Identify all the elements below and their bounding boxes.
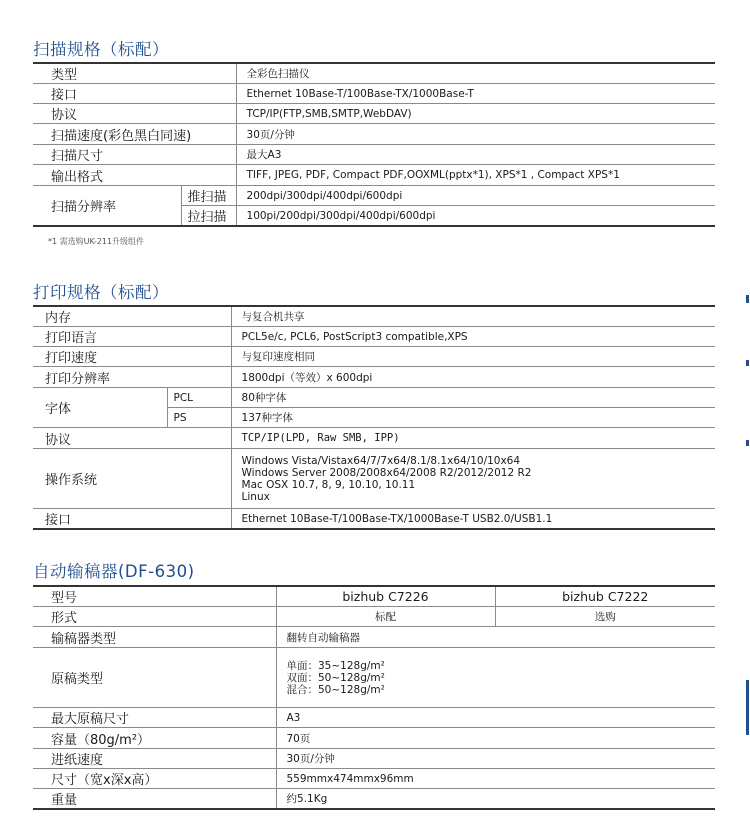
- push-scan-label: 推扫描: [181, 186, 236, 206]
- paper-line: 混合：50~128g/m²: [286, 683, 385, 696]
- model-label: 型号: [33, 586, 276, 607]
- row-label: 打印速度: [33, 347, 231, 367]
- table-row: [33, 728, 715, 749]
- table-row: [33, 165, 715, 186]
- resolution-label: 扫描分辨率: [33, 186, 181, 227]
- os-line: Windows Vista/Vistax64/7/7x64/8.1/8.1x64/10/10x64: [241, 454, 521, 467]
- row-label: 打印语言: [33, 327, 231, 347]
- table-row: [33, 104, 715, 124]
- row-value: TCP/IP(LPD, Raw SMB, IPP): [231, 428, 715, 449]
- row-label: 尺寸（宽x深x高）: [33, 769, 276, 789]
- font-label: 字体: [33, 388, 167, 428]
- row-label: 扫描尺寸: [33, 145, 236, 165]
- table-row: [33, 648, 715, 708]
- row-value: 1800dpi（等效）x 600dpi: [231, 367, 715, 388]
- os-line: Windows Server 2008/2008x64/2008 R2/2012/2012 R2: [241, 466, 532, 479]
- row-label: 协议: [33, 104, 236, 124]
- row-value: 最大A3: [236, 145, 715, 165]
- table-row: [33, 84, 715, 104]
- edge-fragment: [746, 440, 749, 446]
- row-label: 容量（80g/m²）: [33, 728, 276, 749]
- row-value: TIFF, JPEG, PDF, Compact PDF,OOXML(pptx*1), XPS*1 , Compact XPS*1: [236, 165, 715, 186]
- row-value: Ethernet 10Base-T/100Base-TX/1000Base-T USB2.0/USB1.1: [231, 509, 715, 530]
- os-line: Mac OSX 10.7, 8, 9, 10.10, 10.11: [241, 478, 416, 491]
- table-row: [33, 509, 715, 530]
- adf-spec-table: [33, 585, 715, 810]
- table-row: [33, 306, 715, 327]
- row-value: 30页/分钟: [236, 124, 715, 145]
- model-c7222: bizhub C7222: [495, 586, 715, 607]
- row-value: A3: [276, 708, 715, 728]
- scan-section-title: 扫描规格（标配）: [33, 40, 169, 59]
- row-label: 内存: [33, 306, 231, 327]
- table-row: [33, 428, 715, 449]
- row-label: 接口: [33, 84, 236, 104]
- paper-type-label: 原稿类型: [33, 648, 276, 708]
- edge-fragment: [746, 360, 749, 366]
- table-row: [33, 749, 715, 769]
- ps-label: PS: [167, 408, 231, 428]
- pcl-label: PCL: [167, 388, 231, 408]
- os-line: Linux: [241, 490, 270, 503]
- row-value: 与复印速度相同: [231, 347, 715, 367]
- push-scan-value: 200dpi/300dpi/400dpi/600dpi: [236, 186, 715, 206]
- table-row: [33, 607, 715, 627]
- table-row: [33, 367, 715, 388]
- os-value: [231, 449, 715, 509]
- row-label: 协议: [33, 428, 231, 449]
- edge-fragment: [746, 680, 749, 735]
- pull-scan-label: 拉扫描: [181, 206, 236, 227]
- table-row: [33, 327, 715, 347]
- row-label: 进纸速度: [33, 749, 276, 769]
- row-label: 类型: [33, 63, 236, 84]
- table-row: [33, 449, 715, 509]
- form-c7222: 选购: [495, 607, 715, 627]
- row-value: PCL5e/c, PCL6, PostScript3 compatible,XPS: [231, 327, 715, 347]
- os-label: 操作系统: [33, 449, 231, 509]
- row-label: 接口: [33, 509, 231, 530]
- pcl-value: 80种字体: [231, 388, 715, 408]
- scan-footnote: *1 需选购UK-211升级组件: [48, 237, 145, 246]
- pull-scan-value: 100pi/200dpi/300dpi/400dpi/600dpi: [236, 206, 715, 227]
- form-label: 形式: [33, 607, 276, 627]
- table-row: [33, 627, 715, 648]
- print-section-title: 打印规格（标配）: [33, 283, 169, 302]
- table-row: [33, 124, 715, 145]
- row-label: 重量: [33, 789, 276, 810]
- print-spec-table: [33, 305, 715, 530]
- table-row: [33, 388, 715, 408]
- row-value: 与复合机共享: [231, 306, 715, 327]
- table-row: [33, 789, 715, 810]
- model-c7226: bizhub C7226: [276, 586, 495, 607]
- row-value: 559mmx474mmx96mm: [276, 769, 715, 789]
- row-label: 输稿器类型: [33, 627, 276, 648]
- paper-line: 双面：50~128g/m²: [286, 671, 385, 684]
- edge-fragment: [746, 295, 749, 303]
- form-c7226: 标配: [276, 607, 495, 627]
- table-row: [33, 347, 715, 367]
- table-row: [33, 145, 715, 165]
- row-value: 全彩色扫描仪: [236, 63, 715, 84]
- row-value: 30页/分钟: [276, 749, 715, 769]
- row-value: 约5.1Kg: [276, 789, 715, 810]
- row-label: 打印分辨率: [33, 367, 231, 388]
- ps-value: 137种字体: [231, 408, 715, 428]
- paper-line: 单面：35~128g/m²: [286, 659, 385, 672]
- row-label: 最大原稿尺寸: [33, 708, 276, 728]
- table-row: [33, 586, 715, 607]
- row-value: TCP/IP(FTP,SMB,SMTP,WebDAV): [236, 104, 715, 124]
- row-label: 扫描速度(彩色黑白同速): [33, 124, 236, 145]
- adf-section-title: 自动输稿器(DF-630): [33, 562, 195, 581]
- paper-type-value: [276, 648, 715, 708]
- scan-spec-table: [33, 62, 715, 227]
- row-value: Ethernet 10Base-T/100Base-TX/1000Base-T: [236, 84, 715, 104]
- row-label: 输出格式: [33, 165, 236, 186]
- table-row: [33, 63, 715, 84]
- row-value: 翻转自动输稿器: [276, 627, 715, 648]
- table-row: [33, 186, 715, 206]
- table-row: [33, 708, 715, 728]
- row-value: 70页: [276, 728, 715, 749]
- table-row: [33, 769, 715, 789]
